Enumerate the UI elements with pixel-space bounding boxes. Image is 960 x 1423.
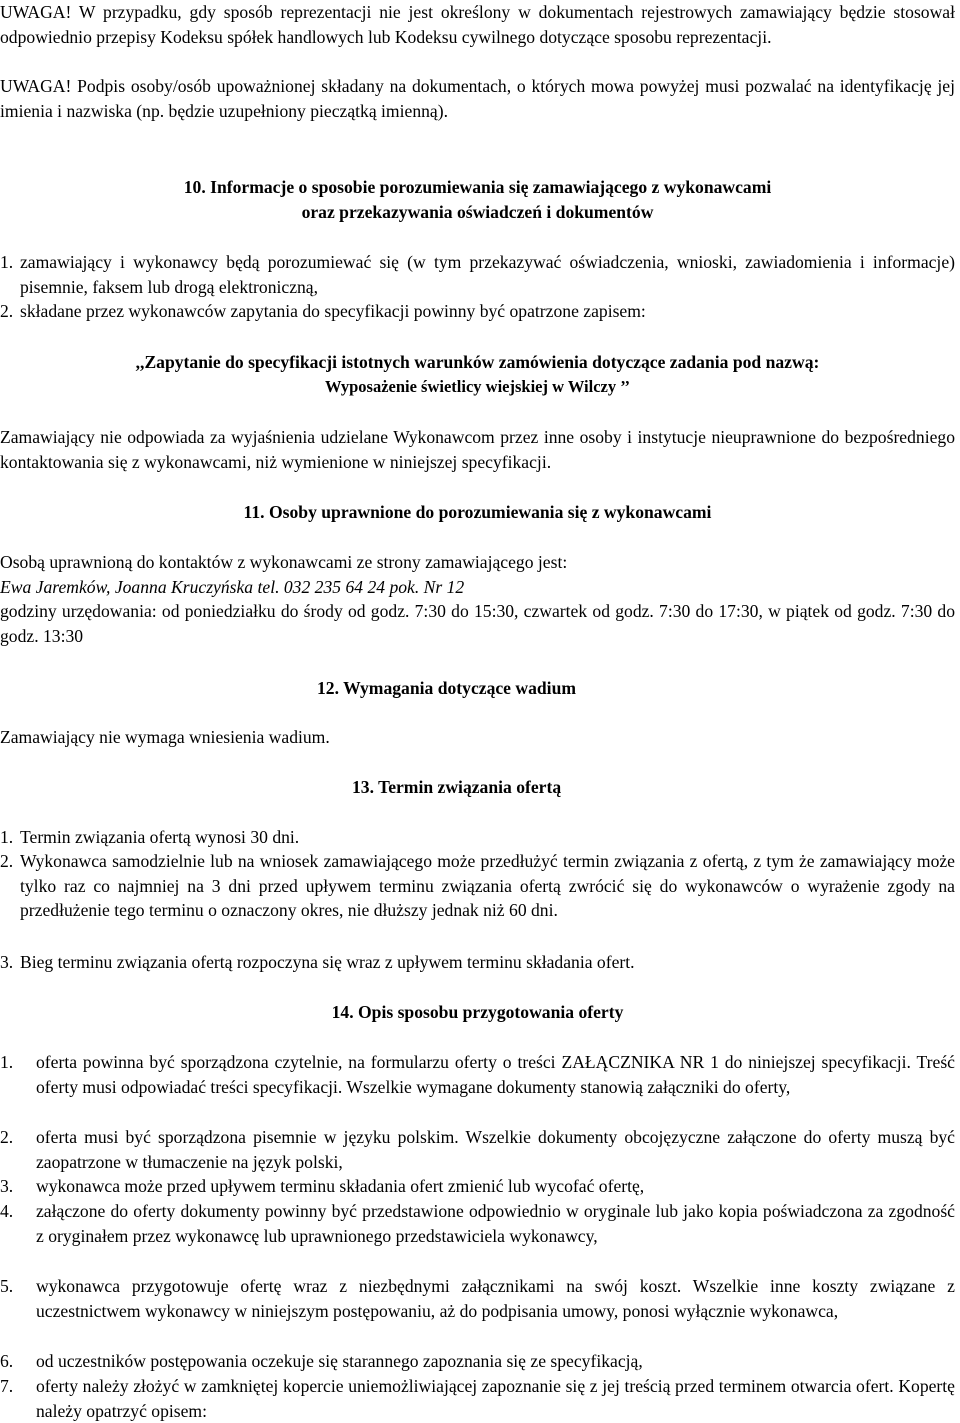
office-hours: godziny urzędowania: od poniedziałku do środy od godz. 7:30 do 15:30, czwartek od godz. 7:30 do 17:30, w piątek od godz. 7:30 do godz. 13:30 (0, 601, 955, 646)
list-item (0, 950, 955, 975)
warning-paragraph-1 (0, 0, 955, 49)
list-item-number: 1. (0, 827, 14, 847)
quote-line: ,,Zapytanie do specyfikacji istotnych warunków zamówienia dotyczące zadania pod nazwą: (135, 352, 820, 372)
list-item-text: Termin związania ofertą wynosi 30 dni. (20, 827, 300, 847)
list-item-number: 3. (0, 1176, 14, 1196)
list-item-number: 4. (0, 1201, 14, 1221)
list-item (0, 1274, 955, 1323)
section-11-heading: 11. Osoby uprawnione do porozumiewania się z wykonawcami (243, 502, 712, 522)
list-item-text: Wykonawca samodzielnie lub na wniosek zamawiającego może przedłużyć termin związania z ofertą, z tym że zamawiający może tylko raz co najmniej na 3 dni przed upływem terminu związania ofertą zwrócić się do wykonawców o wyrażenie zgody na przedłużenie tego terminu o oznaczony okres, nie dłuższy jednak niż 60 dni. (20, 851, 955, 920)
quote-line: Wyposażenie świetlicy wiejskiej w Wilczy ’’ (324, 376, 631, 396)
contact-persons: Ewa Jaremków, Joanna Kruczyńska tel. 032 235 64 24 pok. Nr 12 (0, 577, 465, 597)
list-item-text: załączone do oferty dokumenty powinny być przedstawione odpowiednio w oryginale lub jako kopia poświadczona za zgodność z oryginałem przez wykonawcę lub uprawnionego przedstawiciela wykonawcy, (36, 1201, 955, 1246)
list-item-number: 1. (0, 1052, 14, 1072)
list-item (0, 250, 955, 299)
list-item (0, 1125, 955, 1174)
wadium-note: Zamawiający nie wymaga wniesienia wadium. (0, 727, 330, 747)
list-item-text: oferta musi być sporządzona pisemnie w języku polskim. Wszelkie dokumenty obcojęzyczne załączone do oferty muszą być zaopatrzone w tłumaczenie na język polski, (36, 1127, 955, 1172)
list-item (0, 1199, 955, 1248)
list-item-text: wykonawca przygotowuje ofertę wraz z niezbędnymi załącznikami na swój koszt. Wszelkie inne koszty związane z uczestnictwem wykonawcy w niniejszym postępowaniu, aż do podpisania umowy, ponosi wyłącznie wykonawca, (36, 1276, 955, 1321)
list-item-number: 7. (0, 1376, 14, 1396)
section-10-heading (0, 175, 955, 224)
list-item-text: wykonawca może przed upływem terminu składania ofert zmienić lub wycofać ofertę, (36, 1176, 645, 1196)
list-item-number: 3. (0, 952, 14, 972)
list-item (0, 1174, 955, 1199)
contact-intro: Osobą uprawnioną do kontaktów z wykonawcami ze strony zamawiającego jest: (0, 552, 568, 572)
section-12-heading: 12. Wymagania dotyczące wadium (317, 678, 577, 698)
list-item-number: 2. (0, 301, 14, 321)
section-13-heading: 13. Termin związania ofertą (352, 777, 562, 797)
list-item-text: od uczestników postępowania oczekuje się starannego zapoznania się ze specyfikacją, (36, 1351, 643, 1371)
inquiry-label-quote (0, 350, 955, 399)
list-item-text: oferty należy złożyć w zamkniętej kopercie uniemożliwiającej zapoznanie się z jej treścią przed terminem otwarcia ofert. Kopertę należy opatrzyć opisem: (36, 1376, 955, 1421)
list-item-text: Bieg terminu związania ofertą rozpoczyna się wraz z upływem terminu składania ofert. (20, 952, 635, 972)
list-item-number: 6. (0, 1351, 14, 1371)
list-item (0, 1349, 955, 1374)
list-item-number: 2. (0, 851, 14, 871)
section-heading-line: oraz przekazywania oświadczeń i dokumentów (301, 201, 654, 222)
warning-text: Podpis osoby/osób upoważnionej składany na dokumentach, o których mowa powyżej musi pozwalać na identyfikację jej imienia i nazwiska (np. będzie uzupełniony pieczątką imienną). (0, 76, 955, 121)
list-item (0, 1050, 955, 1099)
list-item (0, 849, 955, 923)
list-item-text: zamawiający i wykonawcy będą porozumiewać się (w tym przekazywać oświadczenia, wnioski, zawiadomienia i informacje) pisemnie, faksem lub drogą elektroniczną, (20, 252, 955, 297)
list-item-number: 2. (0, 1127, 14, 1147)
list-item (0, 825, 955, 850)
section-14-heading: 14. Opis sposobu przygotowania oferty (331, 1002, 624, 1022)
list-item-number: 1. (0, 252, 14, 272)
list-item-number: 5. (0, 1276, 14, 1296)
section-10-note: Zamawiający nie odpowiada za wyjaśnienia udzielane Wykonawcom przez inne osoby i instytucje nieuprawnione do bezpośredniego kontaktowania się z wykonawcami, niż wymienione w niniejszej specyfikacji. (0, 427, 955, 472)
list-item-text: składane przez wykonawców zapytania do specyfikacji powinny być opatrzone zapisem: (20, 301, 646, 321)
warning-label: UWAGA! (0, 76, 72, 96)
list-item (0, 299, 955, 324)
warning-label: UWAGA! (0, 2, 72, 22)
list-item (0, 1374, 955, 1423)
section-heading-line: 10. Informacje o sposobie porozumiewania się zamawiającego z wykonawcami (183, 177, 772, 197)
warning-text: W przypadku, gdy sposób reprezentacji nie jest określony w dokumentach rejestrowych zamawiający będzie stosował odpowiednio przepisy Kodeksu spółek handlowych lub Kodeksu cywilnego dotyczące sposobu reprezentacji. (0, 2, 955, 47)
warning-paragraph-2 (0, 74, 955, 123)
list-item-text: oferta powinna być sporządzona czytelnie, na formularzu oferty o treści ZAŁĄCZNIKA NR 1 do niniejszej specyfikacji. Treść oferty musi odpowiadać treści specyfikacji. Wszelkie wymagane dokumenty stanowią załączniki do oferty, (36, 1052, 955, 1097)
